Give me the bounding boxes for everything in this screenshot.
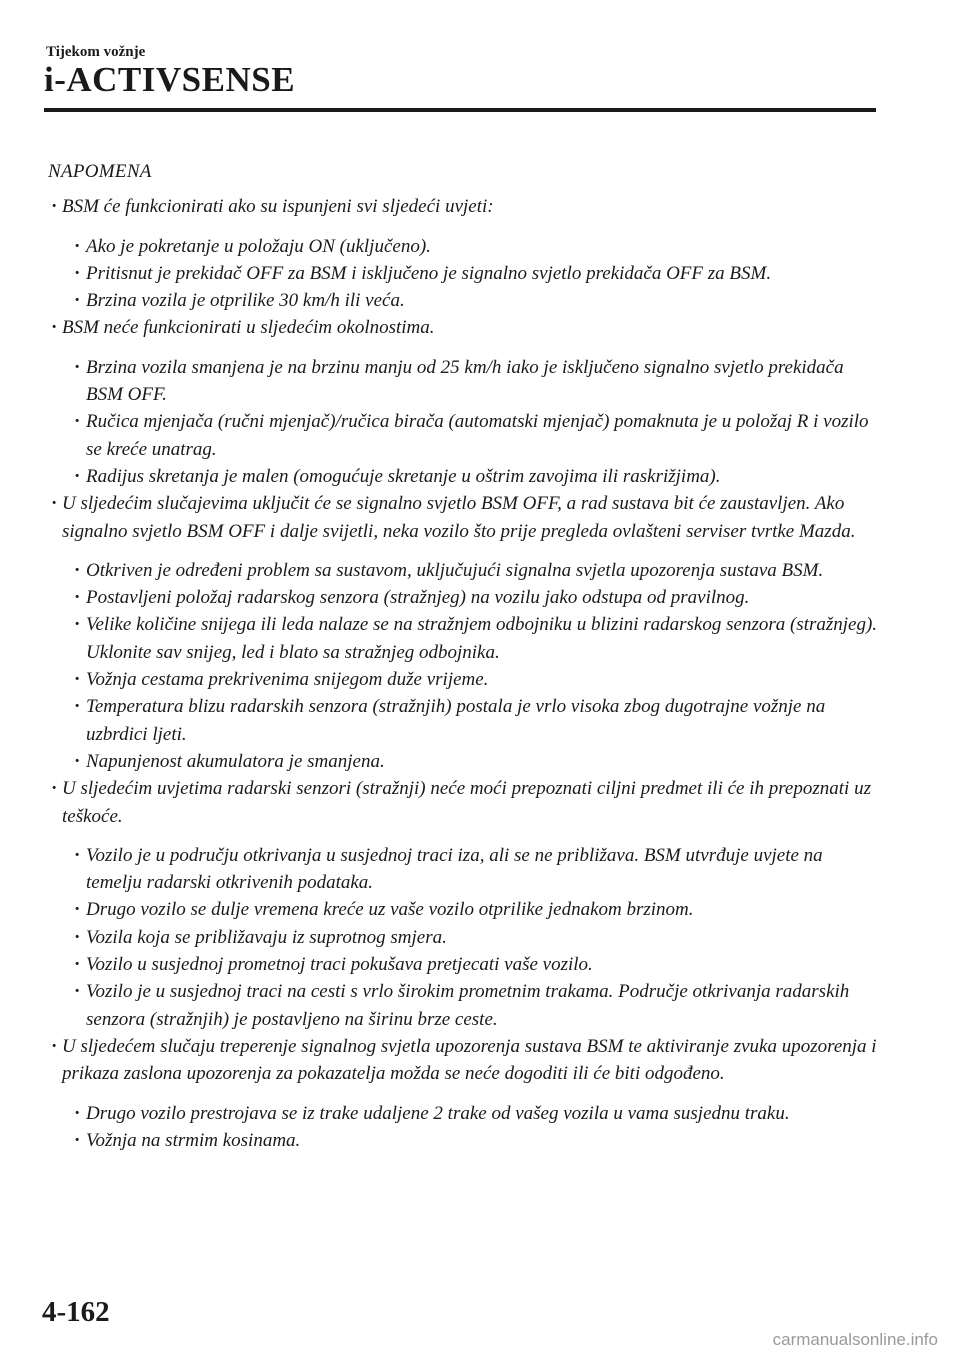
note-subitem: · Vožnja na strmim kosinama. xyxy=(48,1127,878,1154)
note-subitem: · Postavljeni položaj radarskog senzora (stražnjeg) na vozilu jako odstupa od pravilnog. xyxy=(48,584,878,611)
section-label: Tijekom vožnje xyxy=(46,44,146,60)
note-box xyxy=(48,158,878,1154)
note-item: · U sljedećem slučaju treperenje signalnog svjetla upozorenja sustava BSM te aktiviranje zvuka upozorenja i prikaza zaslona upozorenja za pokazatelja možda se neće dogoditi ili će biti odgođeno. xyxy=(48,1033,878,1088)
note-item: · BSM neće funkcionirati u sljedećim okolnostima. xyxy=(48,314,878,341)
note-subitem: · Vozila koja se približavaju iz suprotnog smjera. xyxy=(48,924,878,951)
note-subitem: · Ako je pokretanje u položaju ON (uključeno). xyxy=(48,233,878,260)
note-subitem: · Vozilo je u području otkrivanja u susjednoj traci iza, ali se ne približava. BSM utvrđuje uvjete na temelju radarski otkrivenih podataka. xyxy=(48,842,878,897)
page-title: i-ACTIVSENSE xyxy=(44,60,296,99)
site-watermark: carmanualsonline.info xyxy=(772,1330,938,1349)
note-item: · BSM će funkcionirati ako su ispunjeni svi sljedeći uvjeti: xyxy=(48,193,878,220)
note-subitem: · Ručica mjenjača (ručni mjenjač)/ručica birača (automatski mjenjač) pomaknuta je u položaj R i vozilo se kreće unatrag. xyxy=(48,408,878,463)
note-subitem: · Brzina vozila je otprilike 30 km/h ili veća. xyxy=(48,287,878,314)
header-divider xyxy=(44,108,876,112)
note-subitem: · Radijus skretanja je malen (omogućuje skretanje u oštrim zavojima ili raskrižjima). xyxy=(48,463,878,490)
note-subitem: · Napunjenost akumulatora je smanjena. xyxy=(48,748,878,775)
note-subitem: · Otkriven je određeni problem sa sustavom, uključujući signalna svjetla upozorenja sustava BSM. xyxy=(48,557,878,584)
note-subitem: · Vožnja cestama prekrivenima snijegom duže vrijeme. xyxy=(48,666,878,693)
note-subitem: · Vozilo je u susjednoj traci na cesti s vrlo širokim prometnim trakama. Područje otkrivanja radarskih senzora (stražnjih) je postavljeno na širinu brze ceste. xyxy=(48,978,878,1033)
page-number: 4-162 xyxy=(42,1296,110,1328)
note-subitem: · Drugo vozilo se dulje vremena kreće uz vaše vozilo otprilike jednakom brzinom. xyxy=(48,896,878,923)
note-item: · U sljedećim uvjetima radarski senzori (stražnji) neće moći prepoznati ciljni predmet ili će ih prepoznati uz teškoće. xyxy=(48,775,878,830)
note-subitem: · Vozilo u susjednoj prometnoj traci pokušava pretjecati vaše vozilo. xyxy=(48,951,878,978)
note-subitem: · Drugo vozilo prestrojava se iz trake udaljene 2 trake od vašeg vozila u vama susjednu traku. xyxy=(48,1100,878,1127)
note-subitem: · Pritisnut je prekidač OFF za BSM i isključeno je signalno svjetlo prekidača OFF za BSM. xyxy=(48,260,878,287)
note-subitem: · Velike količine snijega ili leda nalaze se na stražnjem odbojniku u blizini radarskog senzora (stražnjeg). Uklonite sav snijeg, led i blato sa stražnjeg odbojnika. xyxy=(48,611,878,666)
note-subitem: · Brzina vozila smanjena je na brzinu manju od 25 km/h iako je isključeno signalno svjetlo prekidača BSM OFF. xyxy=(48,354,878,409)
note-title: NAPOMENA xyxy=(48,161,152,182)
note-subitem: · Temperatura blizu radarskih senzora (stražnjih) postala je vrlo visoka zbog dugotrajne vožnje na uzbrdici ljeti. xyxy=(48,693,878,748)
note-item: · U sljedećim slučajevima uključit će se signalno svjetlo BSM OFF, a rad sustava bit će zaustavljen. Ako signalno svjetlo BSM OFF i dalje svijetli, neka vozilo što prije pregleda ovlašteni serviser tvrtke Mazda. xyxy=(48,490,878,545)
